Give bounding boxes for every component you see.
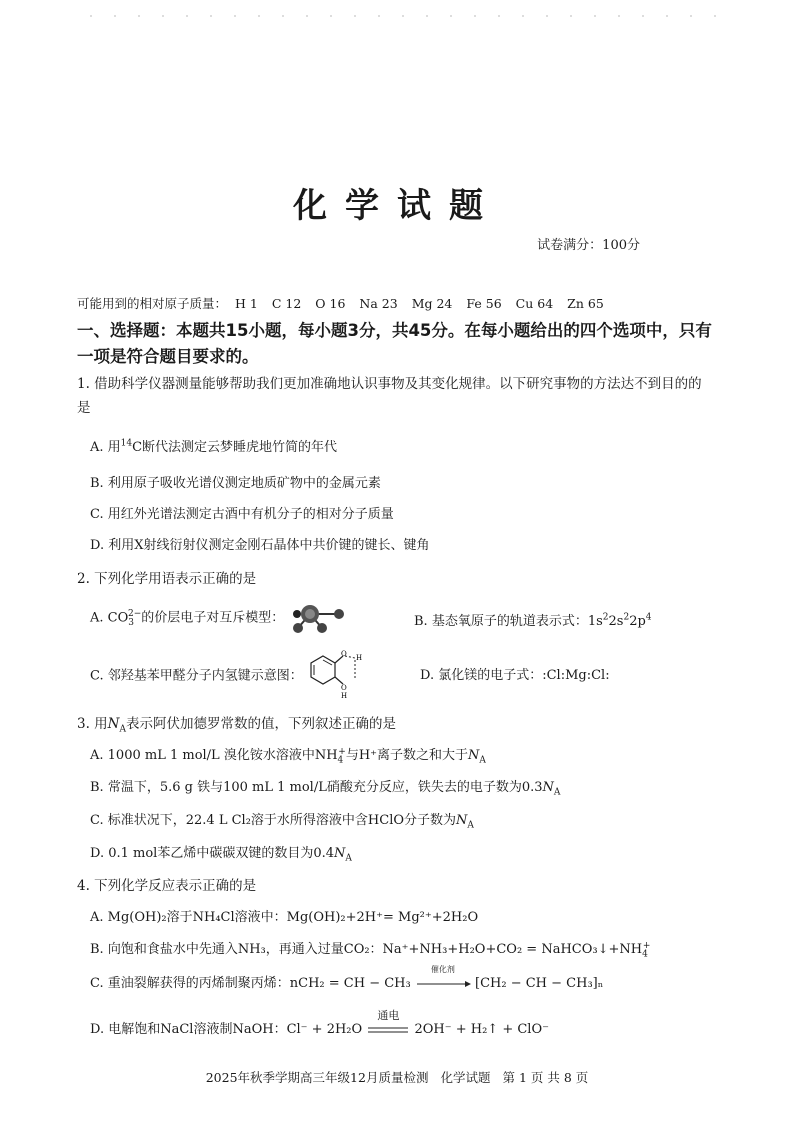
- q3-option-a: A. 1000 mL 1 mol/L 溴化铵水溶液中$NH_4^+$与H⁺离子数之和大于$N_A$: [90, 746, 486, 766]
- full-score: 试卷满分：100分: [537, 238, 640, 253]
- section-heading: 一、选择题：本题共15小题，每小题3分，共45分。在每小题给出的四个选项中，只有一项是符合题目要求的。: [77, 321, 712, 366]
- q3-stem: 3. 用$N_A$表示阿伏加德罗常数的值，下列叙述正确的是: [77, 716, 396, 735]
- q1-option-b: B. 利用原子吸收光谱仪测定地质矿物中的金属元素: [90, 476, 381, 491]
- q2-option-b: B. 基态氧原子的轨道表示式：$1s^22s^22p^4$: [414, 612, 652, 629]
- q4-option-a: A. Mg(OH)₂溶于NH₄Cl溶液中：Mg(OH)₂+2H⁺= Mg²⁺+2H₂O: [90, 910, 479, 925]
- scan-artifact-line: [0, 0, 794, 30]
- q3-option-d: D. 0.1 mol苯乙烯中碳碳双键的数目为$0.4N_A$: [90, 846, 352, 864]
- q2-option-c: C. 邻羟基苯甲醛分子内氢键示意图： O H O H: [90, 648, 367, 700]
- masses-label: 可能用到的相对原子质量：: [77, 296, 228, 311]
- q1-stem: 1. 借助科学仪器测量能够帮助我们更加准确地认识事物及其变化规律。以下研究事物的方法达不到目的的是: [77, 376, 702, 416]
- q4-option-b: B. 向饱和食盐水中先通入NH₃，再通入过量CO₂：$Na^++NH_3+H_2O+CO_2 = NaHCO_3↓+NH_4^+$: [90, 940, 651, 960]
- catalyst-arrow: 催化剂: [415, 976, 471, 991]
- q2-stem: 2. 下列化学用语表示正确的是: [77, 571, 257, 587]
- q4-option-c: C. 重油裂解获得的丙烯制聚丙烯：nCH₂ = CH − CH₃ 催化剂 [CH₂ − CH − CH₃]ₙ: [90, 965, 604, 991]
- svg-text:O: O: [340, 650, 347, 658]
- electrolysis-condition: 通电: [377, 1009, 400, 1022]
- q2-option-a: A. $CO_3^{2-}$的价层电子对互斥模型：: [90, 600, 348, 636]
- svg-text:H: H: [355, 654, 362, 662]
- vsepr-model-figure: [288, 600, 348, 636]
- q3-option-c: C. 标准状况下，22.4 L Cl₂溶于水所得溶液中含HClO分子数为$N_A$: [90, 813, 474, 831]
- page-footer: 2025年秋季学期高三年级12月质量检测 化学试题 第 1 页 共 8 页: [205, 1070, 589, 1085]
- svg-text:O: O: [340, 684, 347, 692]
- svg-text:H: H: [340, 692, 347, 700]
- q4-stem: 4. 下列化学反应表示正确的是: [77, 878, 257, 894]
- q1-option-c: C. 用红外光谱法测定古酒中有机分子的相对分子质量: [90, 507, 394, 522]
- q3-option-b: B. 常温下，5.6 g 铁与100 mL 1 mol/L硝酸充分反应，铁失去的电子数为$0.3N_A$: [90, 780, 561, 798]
- q4-option-d: D. 电解饱和NaCl溶液制NaOH：Cl⁻ + 2H₂O 通电 2OH⁻ + H₂↑ + ClO⁻: [90, 1009, 549, 1037]
- hydrogen-bond-structure-figure: [307, 648, 367, 700]
- q2-option-d: D. 氯化镁的电子式：:Cl:Mg:Cl:: [420, 668, 610, 683]
- page-title: 化学试题: [293, 186, 501, 226]
- q1-option-d: D. 利用X射线衍射仪测定金刚石晶体中共价键的键长、键角: [90, 538, 430, 553]
- q1-option-a: A. 用$^{14}$C断代法测定云梦睡虎地竹简的年代: [90, 438, 338, 455]
- atomic-masses: 可能用到的相对原子质量： H 1 C 12 O 16 Na 23 Mg 24 Fe 56 Cu 64 Zn 65: [77, 296, 604, 311]
